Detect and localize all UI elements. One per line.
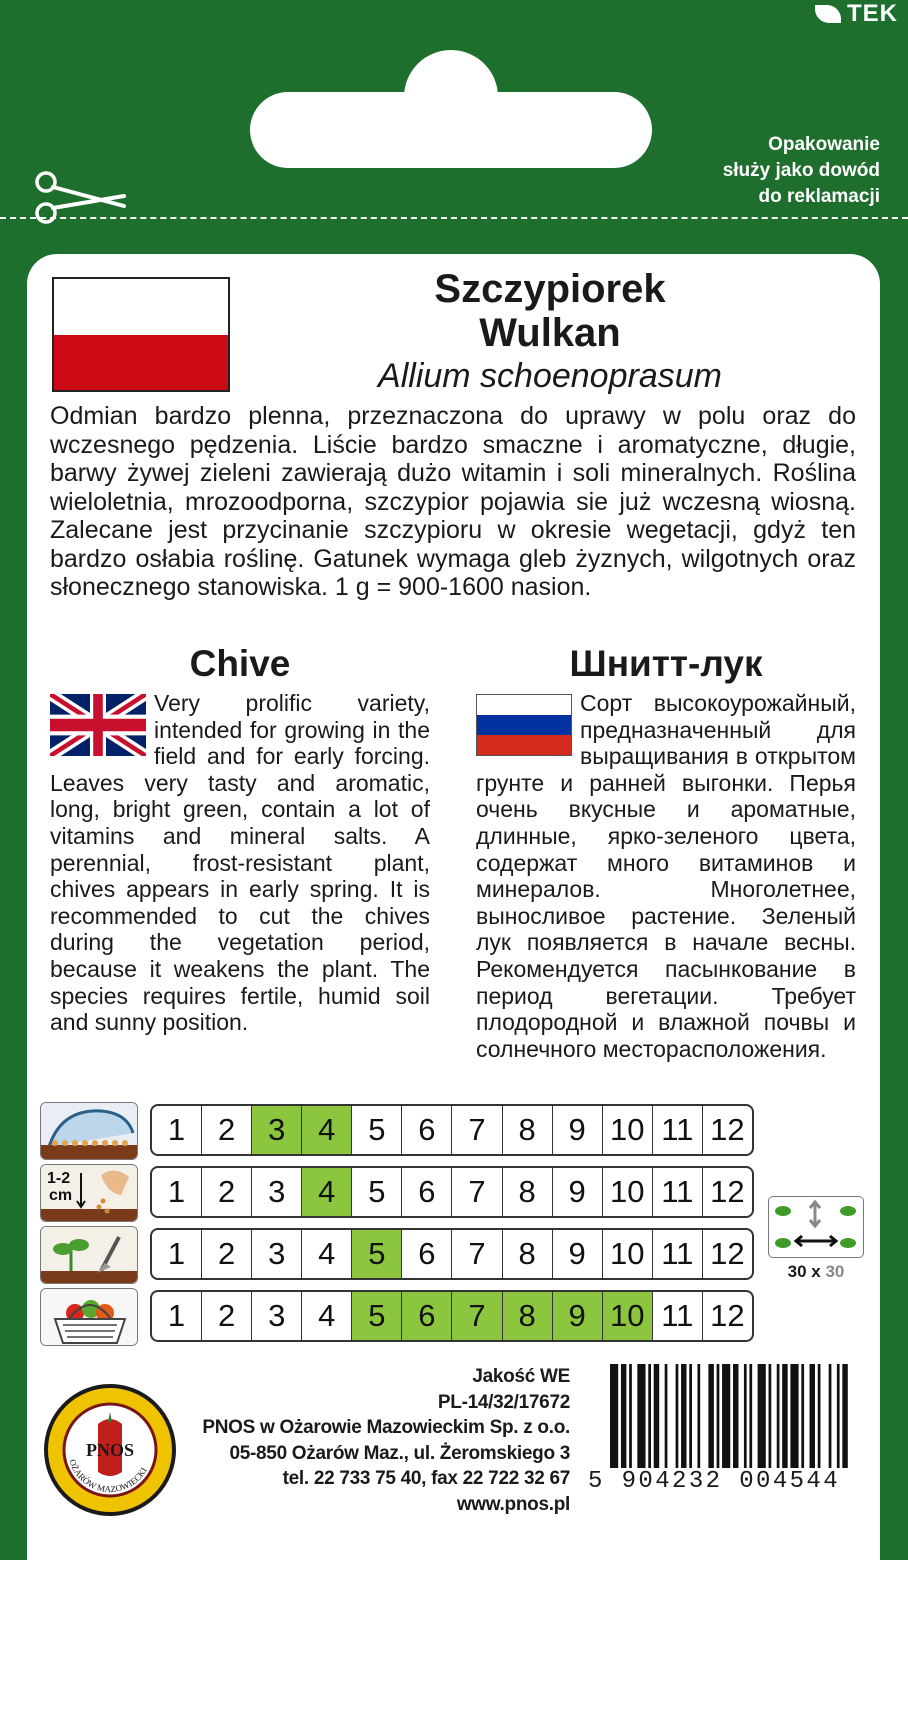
month-cell: 1 [152, 1230, 202, 1278]
leaf-icon [815, 5, 841, 23]
variety-name: Wulkan [479, 311, 621, 355]
svg-text:OŻARÓW MAZOWIECKI: OŻARÓW MAZOWIECKI [67, 1457, 149, 1495]
barcode-bar [722, 1364, 730, 1468]
month-cell: 6 [402, 1292, 452, 1340]
month-cell: 1 [152, 1168, 202, 1216]
spacing-label: 30 x 30 [787, 1262, 845, 1281]
month-cell: 8 [503, 1106, 553, 1154]
company-seal-logo [44, 1384, 176, 1516]
calendar-row-planting [150, 1228, 754, 1280]
hang-hole [250, 92, 652, 168]
svg-text:PNOS: PNOS [85, 1440, 135, 1460]
barcode-bar [810, 1364, 815, 1468]
month-cell: 7 [452, 1168, 502, 1216]
barcode-bar [676, 1364, 679, 1468]
barcode-bar [777, 1364, 780, 1468]
month-cell: 11 [653, 1292, 703, 1340]
month-cell: 3 [252, 1292, 302, 1340]
month-cell: 3 [252, 1106, 302, 1154]
calendar-row-sowing [150, 1166, 754, 1218]
barcode [610, 1364, 856, 1468]
month-cell: 10 [603, 1106, 653, 1154]
month-cell: 3 [252, 1230, 302, 1278]
month-cell: 12 [710, 1174, 745, 1209]
barcode-bar [782, 1364, 787, 1468]
month-cell: 5 [352, 1292, 402, 1340]
barcode-bar [769, 1364, 772, 1468]
barcode-bar [837, 1364, 840, 1468]
barcode-bar [708, 1364, 713, 1468]
barcode-bar [749, 1364, 752, 1468]
barcode-bar [829, 1364, 832, 1468]
month-cell: 7 [452, 1292, 502, 1340]
month-cell: 12 [710, 1112, 745, 1147]
calendar-row-harvest [150, 1290, 754, 1342]
barcode-bar [610, 1364, 618, 1468]
month-cell: 2 [202, 1168, 252, 1216]
barcode-bar [733, 1364, 738, 1468]
month-cell: 10 [603, 1168, 653, 1216]
month-cell: 7 [452, 1230, 502, 1278]
latin-name: Allium schoenoprasum [378, 357, 722, 395]
description-ru: Сорт высокоурожайный, предназначенный для выращивания в открытом грунте и ранней выгонки. Перья очень вкусные и ароматные, длинные, ярко-зеленого цвета, содержат много витаминов и минералов. Многолетнее, выносливое растение. Зеленый лук появляется в начале весны. Рекомендуется пасынкование в период вегетации. Требует плодородной и влажной почвы и солнечного месторасположения. [476, 690, 856, 1062]
barcode-bar [842, 1364, 847, 1468]
month-cell: 6 [402, 1230, 452, 1278]
barcode-bar [689, 1364, 692, 1468]
svg-text:1-2: 1-2 [47, 1170, 71, 1187]
barcode-bar [637, 1364, 645, 1468]
month-cell: 8 [503, 1230, 553, 1278]
barcode-bar [790, 1364, 798, 1468]
month-cell: 9 [553, 1106, 603, 1154]
harvest-basket-icon [40, 1288, 138, 1346]
cut-line [0, 217, 908, 219]
month-cell: 4 [302, 1106, 352, 1154]
month-cell: 9 [553, 1292, 603, 1340]
heading-ru: Шнитт-лук [569, 643, 763, 684]
barcode-digits: 5 904232 004544 [588, 1468, 841, 1495]
quality-label: Jakość WE [472, 1366, 570, 1387]
barcode-bar [697, 1364, 700, 1468]
company-phone: tel. 22 733 75 40, fax 22 722 32 67 [282, 1468, 570, 1489]
barcode-bar [801, 1364, 804, 1468]
poland-flag-icon [52, 277, 230, 392]
scissors-icon [32, 168, 128, 228]
month-cell: 10 [603, 1230, 653, 1278]
month-cell: 4 [302, 1230, 352, 1278]
description-pl: Odmian bardzo plenna, przeznaczona do uprawy w polu oraz do wczesnego pędzenia. Liście bardzo smaczne i aromatyczne, długie, barwy żywej zieleni zawierają dużo witamin i soli mineralnych. Roślina wieloletnia, mrozoodporna, szczypior pojawia sie już wczesną wiosną. Zalecane jest przycinanie szczypioru w okresie wegetacji, gdyż ten bardzo osłabia roślinę. Gatunek wymaga gleb żyznych, wilgotnych oraz słonecznego stanowiska. 1 g = 900-1600 nasion. [50, 402, 856, 601]
month-cell: 6 [402, 1168, 452, 1216]
month-cell: 5 [352, 1230, 402, 1278]
spacing-icon [768, 1196, 864, 1258]
month-cell: 2 [202, 1292, 252, 1340]
barcode-bar [818, 1364, 821, 1468]
barcode-bar [654, 1364, 659, 1468]
month-cell: 11 [653, 1168, 703, 1216]
company-name: PNOS w Ożarowie Mazowieckim Sp. z o.o. [202, 1417, 570, 1438]
month-cell: 8 [503, 1292, 553, 1340]
heading-en: Chive [189, 643, 291, 684]
month-cell: 9 [553, 1168, 603, 1216]
month-cell: 5 [352, 1168, 402, 1216]
barcode-bar [744, 1364, 747, 1468]
month-cell: 2 [202, 1106, 252, 1154]
description-en: Very prolific variety, intended for growing in the field and for early forcing. Leaves very tasty and aromatic, long, bright green, contain a lot of vitamins and mineral salts. A perennial, frost-resistant plant, chives appears in early spring. It is recommended to cut the chives during the vegetation period, because it weakens the plant. The species requires fertile, humid soil and sunny position. [50, 690, 430, 1036]
month-cell: 10 [603, 1292, 653, 1340]
month-cell: 12 [710, 1236, 745, 1271]
month-cell: 4 [302, 1292, 352, 1340]
planting-out-icon [40, 1226, 138, 1284]
barcode-bar [621, 1364, 626, 1468]
month-cell: 3 [252, 1168, 302, 1216]
month-cell: 11 [653, 1106, 703, 1154]
barcode-bar [629, 1364, 632, 1468]
month-cell: 7 [452, 1106, 502, 1154]
company-website: www.pnos.pl [456, 1493, 570, 1515]
company-info [180, 1364, 570, 1517]
brand-logo: TEK [815, 0, 898, 28]
product-title: Szczypiorek [434, 267, 666, 311]
barcode-bar [648, 1364, 651, 1468]
complaint-note: Opakowanie służy jako dowód do reklamacji [722, 134, 880, 207]
company-address: 05-850 Ożarów Maz., ul. Żeromskiego 3 [229, 1442, 570, 1464]
month-cell: 2 [202, 1230, 252, 1278]
barcode-bar [681, 1364, 686, 1468]
month-cell: 5 [352, 1106, 402, 1154]
sowing-depth-icon [40, 1164, 138, 1222]
month-cell: 1 [152, 1106, 202, 1154]
calendar-row-greenhouse [150, 1104, 754, 1156]
month-cell: 1 [152, 1292, 202, 1340]
svg-text:cm: cm [49, 1187, 73, 1204]
month-cell: 4 [302, 1168, 352, 1216]
barcode-bar [758, 1364, 766, 1468]
month-cell: 12 [710, 1298, 745, 1333]
month-cell: 8 [503, 1168, 553, 1216]
greenhouse-sowing-icon [40, 1102, 138, 1160]
registration-number: PL-14/32/17672 [437, 1391, 570, 1413]
month-cell: 9 [553, 1230, 603, 1278]
month-cell: 11 [653, 1230, 703, 1278]
month-cell: 6 [402, 1106, 452, 1154]
barcode-bar [717, 1364, 720, 1468]
barcode-bar [665, 1364, 668, 1468]
